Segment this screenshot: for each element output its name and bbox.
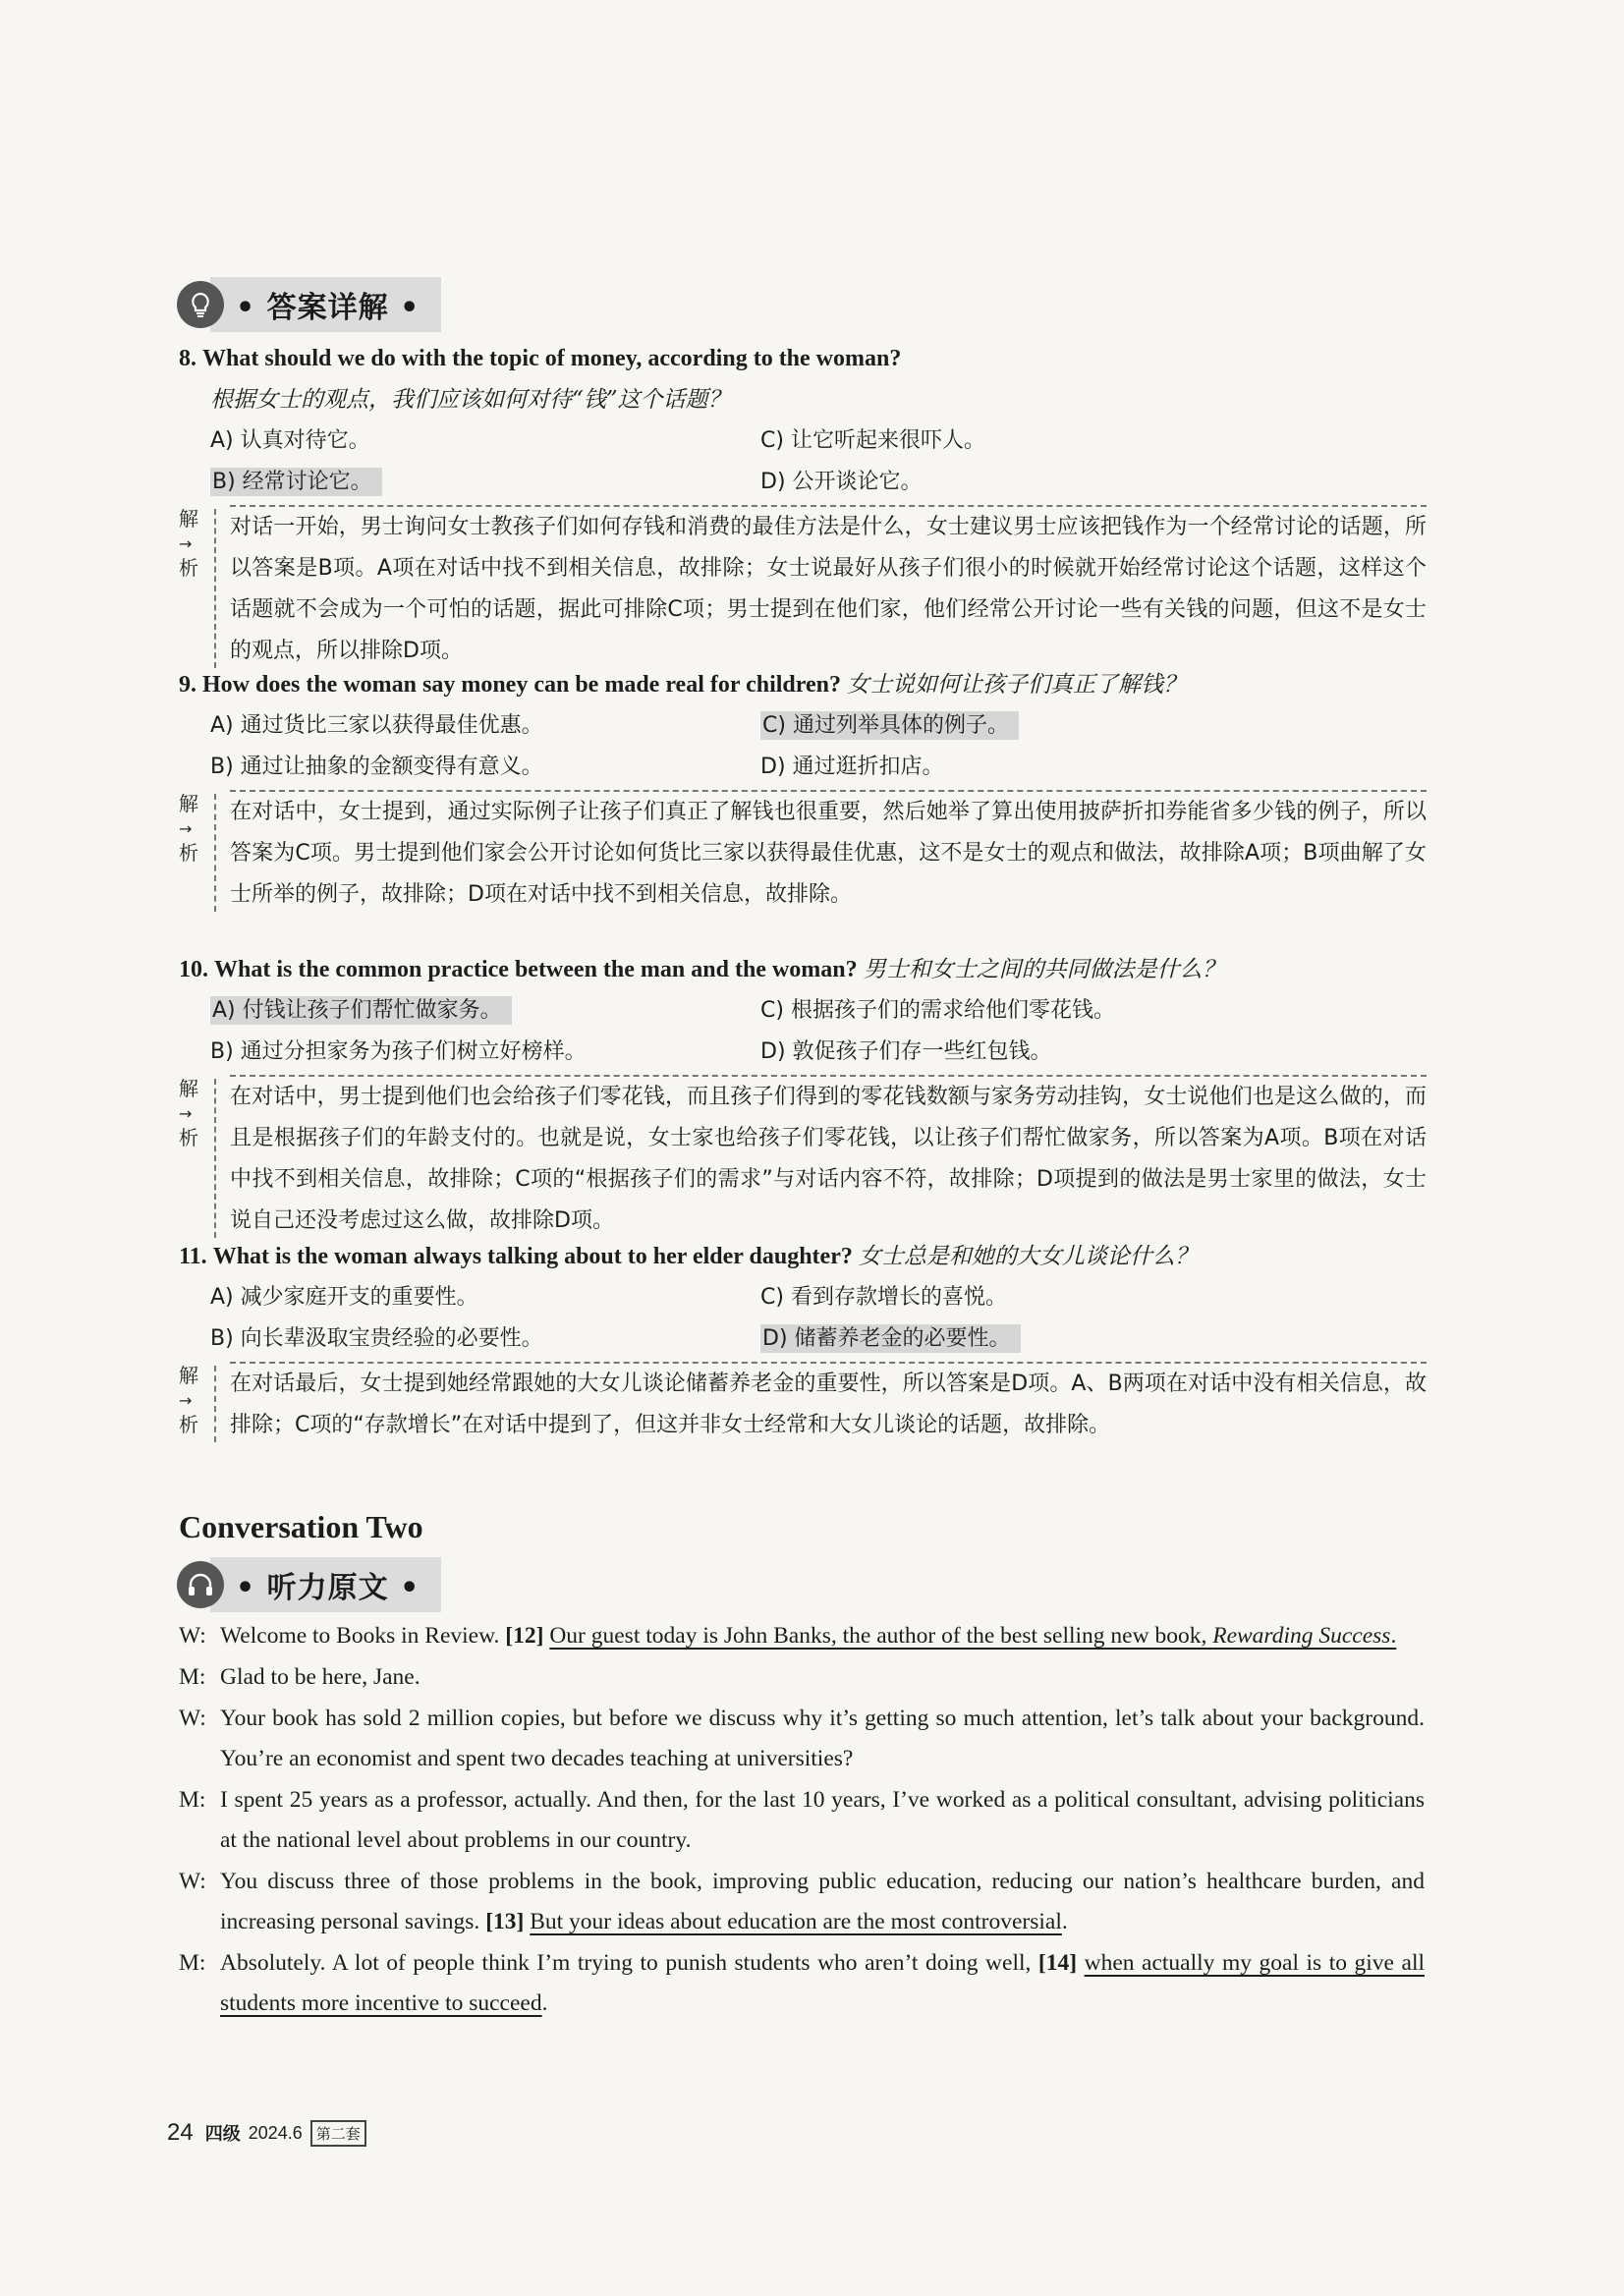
question-line — [179, 664, 1427, 705]
question-chinese: 女士总是和她的大女儿谈论什么？ — [858, 1244, 1198, 1269]
transcript-line — [179, 1943, 1425, 2024]
utterance-text — [220, 1657, 1425, 1698]
analysis-block — [179, 505, 1427, 672]
correct-option — [760, 705, 1311, 747]
question-block — [179, 949, 1427, 1242]
analysis-block — [179, 1362, 1427, 1446]
options-grid — [179, 990, 1427, 1073]
option-label: D) 敦促孩子们存一些红包钱。 — [760, 1039, 1052, 1064]
option-label: B) 向长辈汲取宝贵经验的必要性。 — [210, 1326, 543, 1351]
transcript-line — [179, 1780, 1425, 1861]
analysis-block — [179, 1075, 1427, 1242]
analysis-tag: 解→ 析 — [179, 507, 198, 580]
options-grid — [179, 420, 1427, 503]
utterance-text — [220, 1780, 1425, 1861]
option-label: A) 通过货比三家以获得最佳优惠。 — [210, 713, 543, 738]
question-marker: [13] — [485, 1909, 525, 1934]
option-label: D) 公开谈论它。 — [760, 470, 923, 494]
speaker-label: M: — [179, 1950, 206, 1976]
key-sentence: Our guest today is John Banks, the author of the best selling new book, — [549, 1623, 1213, 1649]
answer-option — [760, 990, 1311, 1032]
speaker-label: M: — [179, 1787, 206, 1813]
transcript-line — [179, 1616, 1425, 1656]
question-block — [179, 338, 1427, 672]
text-span — [1077, 1950, 1085, 1976]
answer-section-header — [177, 277, 441, 332]
question-block — [179, 1236, 1427, 1446]
key-sentence: . — [1390, 1623, 1397, 1649]
utterance-text — [220, 1862, 1425, 1942]
text-span: Glad to be here, Jane. — [220, 1664, 420, 1690]
question-english: What is the woman always talking about to her elder daughter? — [212, 1244, 853, 1269]
transcript-line — [179, 1862, 1425, 1942]
answer-option — [760, 1277, 1311, 1318]
listening-section-title: • 听力原文 • — [210, 1557, 441, 1612]
analysis-text: 在对话中，男士提到他们也会给孩子们零花钱，而且孩子们得到的零花钱数额与家务劳动挂钩，女士说他们也是这么做的，而且是根据孩子们的年龄支付的。也就是说，女士家也给孩子们零花钱，以让孩子们帮忙做家务，所以答案为A项。B项在对话中找不到相关信息，故排除；C项的“根据孩子们的需求”与对话内容不符，故排除；D项提到的做法是男士家里的做法，女士说自己还没考虑过这么做，故排除D项。 — [230, 1075, 1427, 1242]
analysis-tag: 解→ 析 — [179, 1364, 198, 1436]
answer-option — [210, 1032, 760, 1073]
text-span: Your book has sold 2 million copies, but before we discuss why it’s getting so much attention, let’s talk about your background. You’re an economist and spent two decades teaching at universities? — [220, 1706, 1425, 1771]
option-label: B) 通过让抽象的金额变得有意义。 — [210, 755, 543, 779]
option-label: A) 认真对待它。 — [210, 428, 370, 453]
analysis-block — [179, 790, 1427, 916]
question-number: 9. — [179, 672, 196, 698]
question-number: 11. — [179, 1244, 207, 1269]
text-span: You discuss three of those problems in the book, improving public education, reducing our nation’s healthcare burden, and increasing personal savings. — [220, 1869, 1425, 1934]
option-label: D) 储蓄养老金的必要性。 — [760, 1324, 1021, 1353]
answer-option — [210, 1318, 760, 1360]
question-line — [179, 338, 1427, 379]
option-label: C) 通过列举具体的例子。 — [760, 711, 1019, 740]
transcript-line — [179, 1657, 1425, 1698]
option-label: A) 付钱让孩子们帮忙做家务。 — [210, 996, 512, 1025]
text-span: . — [541, 1990, 548, 2016]
key-sentence: But your ideas about education are the most controversial — [530, 1909, 1062, 1934]
option-label: D) 通过逛折扣店。 — [760, 755, 944, 779]
page-number: 24 — [167, 2119, 194, 2146]
option-label: C) 看到存款增长的喜悦。 — [760, 1285, 1007, 1310]
transcript — [179, 1616, 1425, 2025]
question-english: How does the woman say money can be made real for children? — [202, 672, 841, 698]
speaker-label: W: — [179, 1623, 206, 1649]
question-number: 10. — [179, 957, 208, 982]
utterance-text — [220, 1699, 1425, 1779]
exam-date: 2024.6 — [248, 2122, 303, 2143]
text-span: I spent 25 years as a professor, actually. And then, for the last 10 years, I’ve worked as a political consultant, advising politicians at the national level about problems in our country. — [220, 1787, 1425, 1853]
question-line — [179, 949, 1427, 990]
analysis-dashed-line — [214, 509, 216, 668]
analysis-tag: 解→ 析 — [179, 792, 198, 865]
answer-option — [760, 747, 1311, 788]
answer-option — [210, 705, 760, 747]
utterance-text — [220, 1616, 1425, 1656]
lightbulb-icon — [177, 281, 224, 328]
question-english: What should we do with the topic of money, according to the woman? — [202, 346, 902, 371]
option-label: B) 通过分担家务为孩子们树立好榜样。 — [210, 1039, 587, 1064]
question-marker: [12] — [505, 1623, 544, 1649]
answer-option — [210, 420, 760, 462]
transcript-line — [179, 1699, 1425, 1779]
correct-option — [210, 990, 760, 1032]
speaker-label: W: — [179, 1706, 206, 1731]
correct-option — [760, 1318, 1311, 1360]
answer-option — [760, 420, 1311, 462]
text-span: Absolutely. A lot of people think I’m trying to punish students who aren’t doing well, — [220, 1950, 1038, 1976]
analysis-text: 在对话最后，女士提到她经常跟她的大女儿谈论储蓄养老金的重要性，所以答案是D项。A、B两项在对话中没有相关信息，故排除；C项的“存款增长”在对话中提到了，但这并非女士经常和大女儿谈论的话题，故排除。 — [230, 1362, 1427, 1446]
page-footer — [167, 2119, 366, 2147]
answer-option — [760, 462, 1311, 503]
key-sentence: Rewarding Success — [1212, 1623, 1391, 1649]
question-english: What is the common practice between the man and the woman? — [214, 957, 858, 982]
question-marker: [14] — [1037, 1950, 1078, 1976]
analysis-tag: 解→ 析 — [179, 1077, 198, 1149]
analysis-text: 在对话中，女士提到，通过实际例子让孩子们真正了解钱也很重要，然后她举了算出使用披萨折扣券能省多少钱的例子，所以答案为C项。男士提到他们家会公开讨论如何货比三家以获得最佳优惠，这不是女士的观点和做法，故排除A项；B项曲解了女士所举的例子，故排除；D项在对话中找不到相关信息，故排除。 — [230, 790, 1427, 916]
answer-option — [210, 1277, 760, 1318]
question-translation: 根据女士的观点，我们应该如何对待“钱”这个话题？ — [210, 387, 731, 413]
options-grid — [179, 705, 1427, 788]
option-label: C) 让它听起来很吓人。 — [760, 428, 985, 453]
answer-option — [210, 747, 760, 788]
options-grid — [179, 1277, 1427, 1360]
analysis-dashed-line — [214, 1366, 216, 1442]
answer-option — [760, 1032, 1311, 1073]
question-number: 8. — [179, 346, 196, 371]
question-chinese: 男士和女士之间的共同做法是什么？ — [863, 957, 1225, 982]
option-label: B) 经常讨论它。 — [210, 468, 382, 496]
analysis-text: 对话一开始，男士询问女士教孩子们如何存钱和消费的最佳方法是什么，女士建议男士应该把钱作为一个经常讨论的话题，所以答案是B项。A项在对话中找不到相关信息，故排除；女士说最好从孩子们很小的时候就开始经常讨论这个话题，这样这个话题就不会成为一个可怕的话题，据此可排除C项；男士提到在他们家，他们经常公开讨论一些有关钱的问题，但这不是女士的观点，所以排除D项。 — [230, 505, 1427, 672]
utterance-text — [220, 1943, 1425, 2024]
text-span: . — [1061, 1909, 1068, 1934]
correct-option — [210, 462, 760, 503]
listening-section-header — [177, 1557, 441, 1612]
exam-level: 四级 — [204, 2124, 241, 2145]
analysis-dashed-line — [214, 794, 216, 912]
answer-section-title: • 答案详解 • — [210, 277, 441, 332]
text-span: Welcome to Books in Review. — [220, 1623, 506, 1649]
option-label: C) 根据孩子们的需求给他们零花钱。 — [760, 998, 1115, 1023]
exam-set: 第二套 — [310, 2120, 366, 2147]
analysis-dashed-line — [214, 1079, 216, 1238]
speaker-label: W: — [179, 1869, 206, 1894]
question-block — [179, 664, 1427, 916]
key-sentence: when actually my goal is to give all students more incentive to succeed — [220, 1950, 1425, 2016]
question-chinese: 女士说如何让孩子们真正了解钱？ — [846, 672, 1186, 698]
option-label: A) 减少家庭开支的重要性。 — [210, 1285, 478, 1310]
speaker-label: M: — [179, 1664, 206, 1690]
conversation-title: Conversation Two — [179, 1509, 423, 1544]
headphones-icon — [177, 1561, 224, 1608]
question-line — [179, 1236, 1427, 1277]
